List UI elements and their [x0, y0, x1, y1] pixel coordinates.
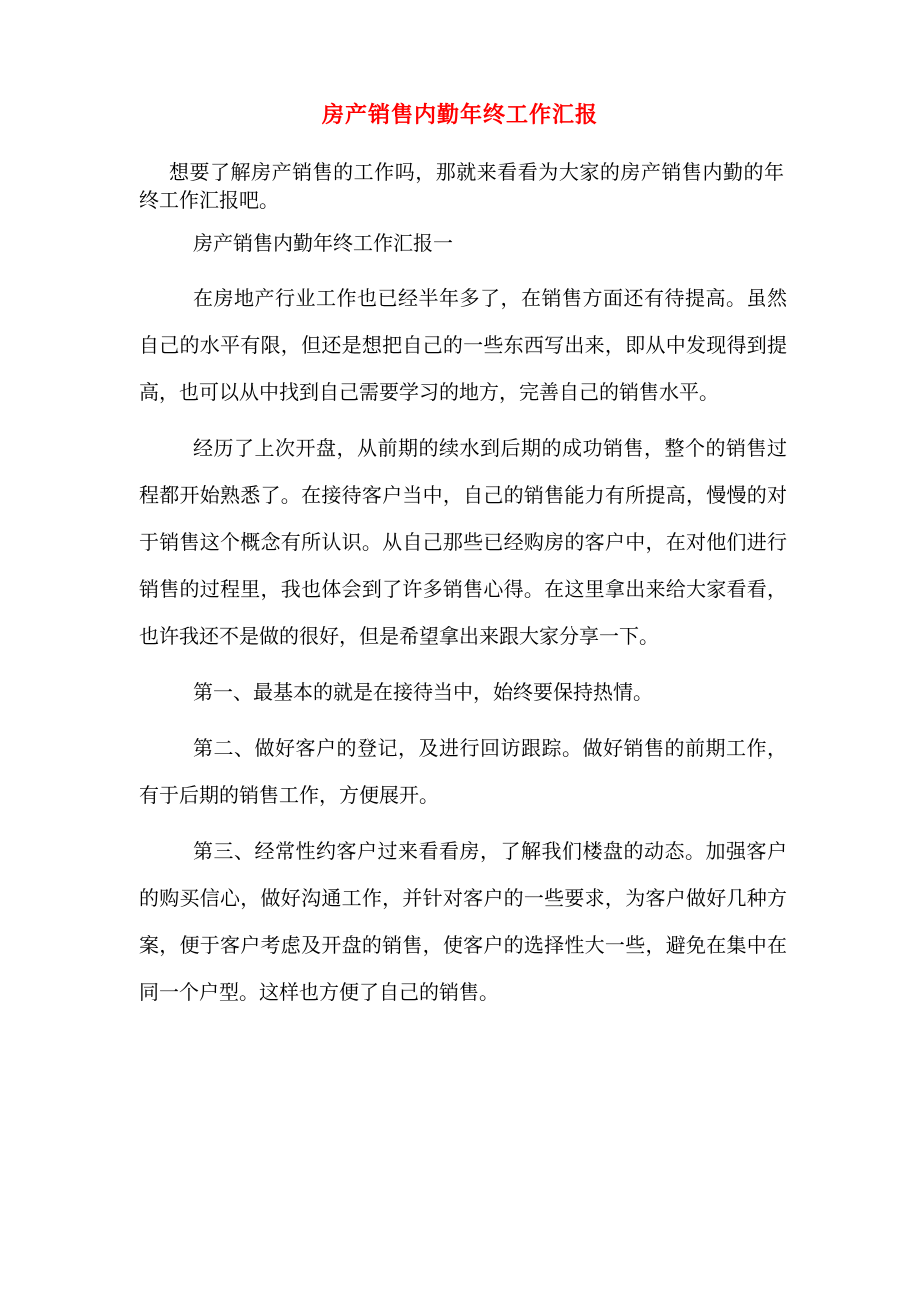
document-title: 房产销售内勤年终工作汇报 — [321, 102, 598, 128]
body-text — [139, 275, 787, 1025]
paragraph-2: 经历了上次开盘，从前期的续水到后期的成功销售，整个的销售过程都开始熟悉了。在接待客户当中，自己的销售能力有所提高，慢慢的对于销售这个概念有所认识。从自己那些已经购房的客户中，在对他们进行销售的过程里，我也体会到了许多销售心得。在这里拿出来给大家看看，也许我还不是做的很好，但是希望拿出来跟大家分享一下。 — [139, 436, 787, 648]
intro-paragraph: 想要了解房产销售的工作吗，那就来看看为大家的房产销售内勤的年终工作汇报吧。 — [139, 160, 784, 212]
section-subheading: 房产销售内勤年终工作汇报一 — [193, 231, 453, 255]
paragraph-5: 第三、经常性约客户过来看看房，了解我们楼盘的动态。加强客户的购买信心，做好沟通工作，并针对客户的一些要求，为客户做好几种方案，便于客户考虑及开盘的销售，使客户的选择性大一些，避免在集中在同一个户型。这样也方便了自己的销售。 — [139, 839, 787, 1004]
paragraph-3: 第一、最基本的就是在接待当中，始终要保持热情。 — [193, 680, 653, 704]
paragraph-4: 第二、做好客户的登记，及进行回访跟踪。做好销售的前期工作，有于后期的销售工作，方便展开。 — [139, 736, 787, 807]
paragraph-1: 在房地产行业工作也已经半年多了，在销售方面还有待提高。虽然自己的水平有限，但还是想把自己的一些东西写出来，即从中发现得到提高，也可以从中找到自己需要学习的地方，完善自己的销售水平。 — [139, 286, 787, 404]
